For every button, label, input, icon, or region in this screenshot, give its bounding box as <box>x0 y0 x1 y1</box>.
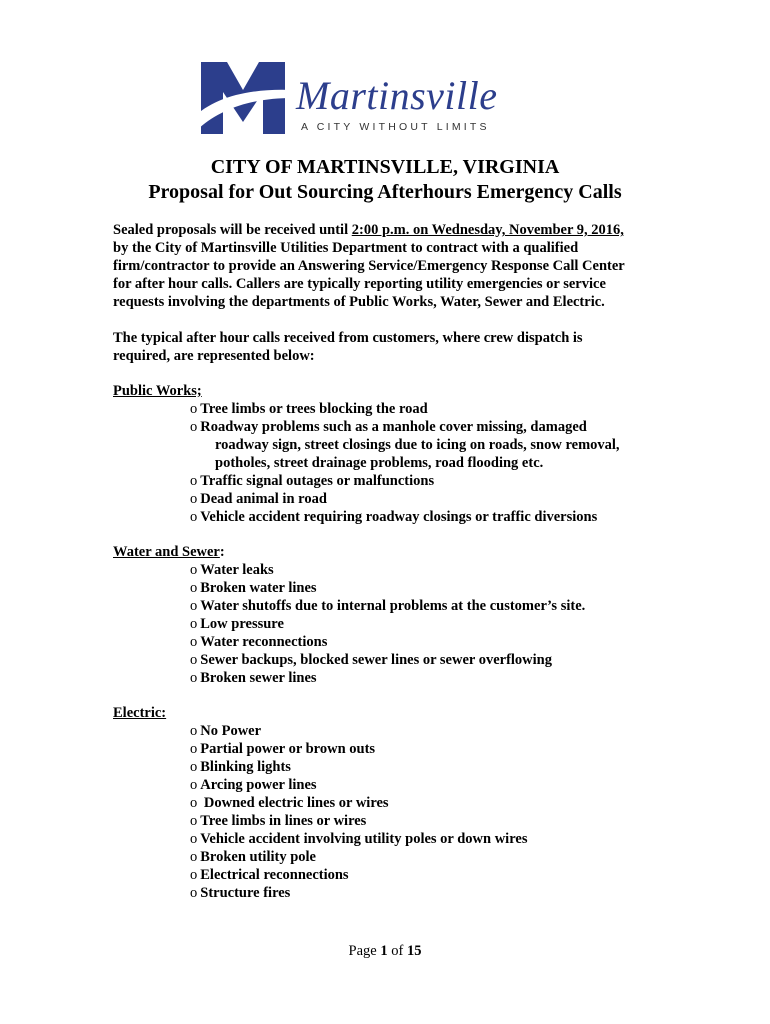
list-item: o Vehicle accident involving utility poles or down wires <box>190 831 528 847</box>
intro-prefix: Sealed proposals will be received until <box>113 222 352 238</box>
bullet-icon: o <box>190 759 198 775</box>
bullet-icon: o <box>190 723 198 739</box>
list-item: o Tree limbs or trees blocking the road <box>190 401 428 417</box>
bullet-icon: o <box>190 562 198 578</box>
list-item: o Broken sewer lines <box>190 670 317 686</box>
bullet-icon: o <box>190 652 198 668</box>
logo-wordmark: Martinsville <box>296 73 498 118</box>
bullet-icon: o <box>190 885 198 901</box>
list-item: o Dead animal in road <box>190 491 327 507</box>
list-item: o Downed electric lines or wires <box>190 795 389 811</box>
list-item: o Water reconnections <box>190 634 328 650</box>
public-works-heading: Public Works; <box>113 383 202 399</box>
bullet-icon: o <box>190 634 198 650</box>
electric-heading: Electric: <box>113 705 167 721</box>
bullet-icon: o <box>190 777 198 793</box>
list-item: o Tree limbs in lines or wires <box>190 813 367 829</box>
bullet-icon: o <box>190 795 198 811</box>
water-sewer-heading: Water and Sewer: <box>113 544 225 560</box>
list-item: o Water shutoffs due to internal problems at the customer’s site. <box>190 598 586 614</box>
list-item: o Blinking lights <box>190 759 291 775</box>
bullet-icon: o <box>190 849 198 865</box>
bullet-icon: o <box>190 831 198 847</box>
typical-line-2: required, are represented below: <box>113 348 315 364</box>
list-item-continuation: roadway sign, street closings due to icing on roads, snow removal, <box>215 437 620 453</box>
intro-line-2: by the City of Martinsville Utilities Department to contract with a qualified <box>113 240 579 256</box>
deadline-text: 2:00 p.m. on Wednesday, November 9, 2016, <box>351 222 624 238</box>
list-item-continuation: potholes, street drainage problems, road flooding etc. <box>215 455 544 471</box>
list-item: o Roadway problems such as a manhole cover missing, damaged <box>190 419 587 435</box>
list-item: o Electrical reconnections <box>190 867 349 883</box>
list-item: o Vehicle accident requiring roadway closings or traffic diversions <box>190 509 598 525</box>
logo-tagline: A CITY WITHOUT LIMITS <box>301 121 490 133</box>
bullet-icon: o <box>190 741 198 757</box>
total-pages: 15 <box>406 943 422 959</box>
intro-line-4: for after hour calls. Callers are typically reporting utility emergencies or service <box>113 276 606 292</box>
bullet-icon: o <box>190 473 198 489</box>
bullet-icon: o <box>190 867 198 883</box>
bullet-icon: o <box>190 616 198 632</box>
intro-line-3: firm/contractor to provide an Answering Service/Emergency Response Call Center <box>113 258 625 274</box>
list-item: o Structure fires <box>190 885 291 901</box>
bullet-icon: o <box>190 813 198 829</box>
page-number: Page 1 of 15 <box>348 943 422 959</box>
list-item: o Water leaks <box>190 562 274 578</box>
list-item: o Traffic signal outages or malfunctions <box>190 473 435 489</box>
list-item: o Arcing power lines <box>190 777 317 793</box>
bullet-icon: o <box>190 580 198 596</box>
bullet-icon: o <box>190 419 198 435</box>
bullet-icon: o <box>190 509 198 525</box>
typical-line-1: The typical after hour calls received from customers, where crew dispatch is <box>113 330 583 346</box>
list-item: o Low pressure <box>190 616 284 632</box>
intro-line-1 <box>113 221 673 239</box>
bullet-icon: o <box>190 670 198 686</box>
list-item: o Partial power or brown outs <box>190 741 376 757</box>
document-title: CITY OF MARTINSVILLE, VIRGINIA <box>210 156 560 178</box>
intro-line-5: requests involving the departments of Public Works, Water, Sewer and Electric. <box>113 294 605 310</box>
list-item: o Sewer backups, blocked sewer lines or sewer overflowing <box>190 652 552 668</box>
bullet-icon: o <box>190 491 198 507</box>
bullet-icon: o <box>190 401 198 417</box>
city-logo <box>193 58 523 138</box>
list-item: o Broken water lines <box>190 580 317 596</box>
document-subtitle: Proposal for Out Sourcing Afterhours Emergency Calls <box>148 181 622 203</box>
martinsville-m-icon <box>193 58 293 138</box>
current-page: 1 <box>380 943 388 959</box>
list-item: o No Power <box>190 723 262 739</box>
list-item: o Broken utility pole <box>190 849 316 865</box>
bullet-icon: o <box>190 598 198 614</box>
